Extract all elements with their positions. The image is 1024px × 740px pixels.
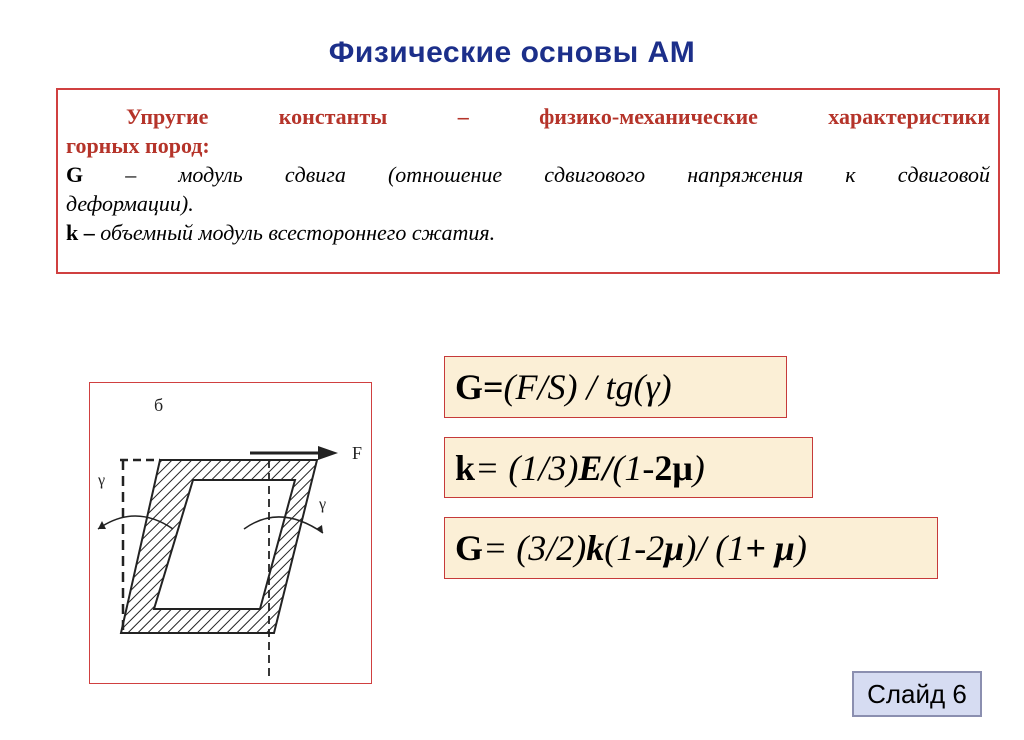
shear-diagram bbox=[89, 382, 372, 684]
definition-g-line2: деформации). bbox=[66, 191, 194, 216]
shear-diagram-svg bbox=[90, 383, 373, 685]
k-symbol: k – bbox=[66, 220, 95, 245]
definition-g-line1 bbox=[66, 160, 990, 189]
formula3-close: ) bbox=[794, 528, 807, 568]
slide-number-badge: Слайд 6 bbox=[852, 671, 982, 717]
formula2-mu: 2μ bbox=[654, 447, 693, 488]
force-arrow-head bbox=[318, 446, 338, 460]
angle-arc-right-head bbox=[316, 525, 323, 533]
formula3-mu2: + μ bbox=[745, 528, 795, 568]
angle-label-left: γ bbox=[98, 472, 106, 489]
g-symbol: G bbox=[66, 162, 84, 187]
formula3-g: G bbox=[455, 528, 484, 568]
formula2-close: ) bbox=[692, 447, 705, 488]
formula2-k: k bbox=[455, 447, 476, 488]
slide-title: Физические основы АМ bbox=[328, 36, 696, 69]
formula1-rhs: (F/S) / tg(γ) bbox=[503, 367, 672, 407]
formula2-e: E/ bbox=[578, 447, 613, 488]
formula3-part2: (1-2 bbox=[604, 528, 665, 568]
formula1-lhs: G= bbox=[455, 367, 504, 407]
intro-text-2: горных пород: bbox=[66, 133, 210, 158]
formula-bulk-modulus bbox=[444, 437, 813, 498]
formula3-part1: = (3/2) bbox=[483, 528, 587, 568]
formula3-k: k bbox=[586, 528, 605, 568]
definition-intro-line2 bbox=[66, 131, 990, 160]
definition-intro-line1 bbox=[66, 102, 990, 131]
formula3-part3: )/ (1 bbox=[684, 528, 746, 568]
g-definition-text: – модуль сдвига (отношение сдвигового напряжения к сдвиговой bbox=[83, 162, 990, 187]
formula-shear-modulus bbox=[444, 356, 787, 418]
definition-k-line bbox=[66, 218, 990, 247]
formula3-mu1: μ bbox=[664, 528, 685, 568]
formula2-part1: = (1/3) bbox=[475, 447, 579, 488]
formula-shear-from-bulk bbox=[444, 517, 938, 579]
shear-frame bbox=[121, 460, 317, 633]
k-definition-text: объемный модуль всестороннего сжатия. bbox=[94, 220, 496, 245]
force-label: F bbox=[352, 443, 363, 463]
intro-text-1: Упругие константы – физико-механические характеристики bbox=[126, 104, 990, 129]
definition-box bbox=[56, 88, 1000, 274]
angle-label-right: γ bbox=[319, 496, 327, 513]
panel-label: б bbox=[154, 395, 164, 415]
formula2-part2: (1- bbox=[612, 447, 655, 488]
